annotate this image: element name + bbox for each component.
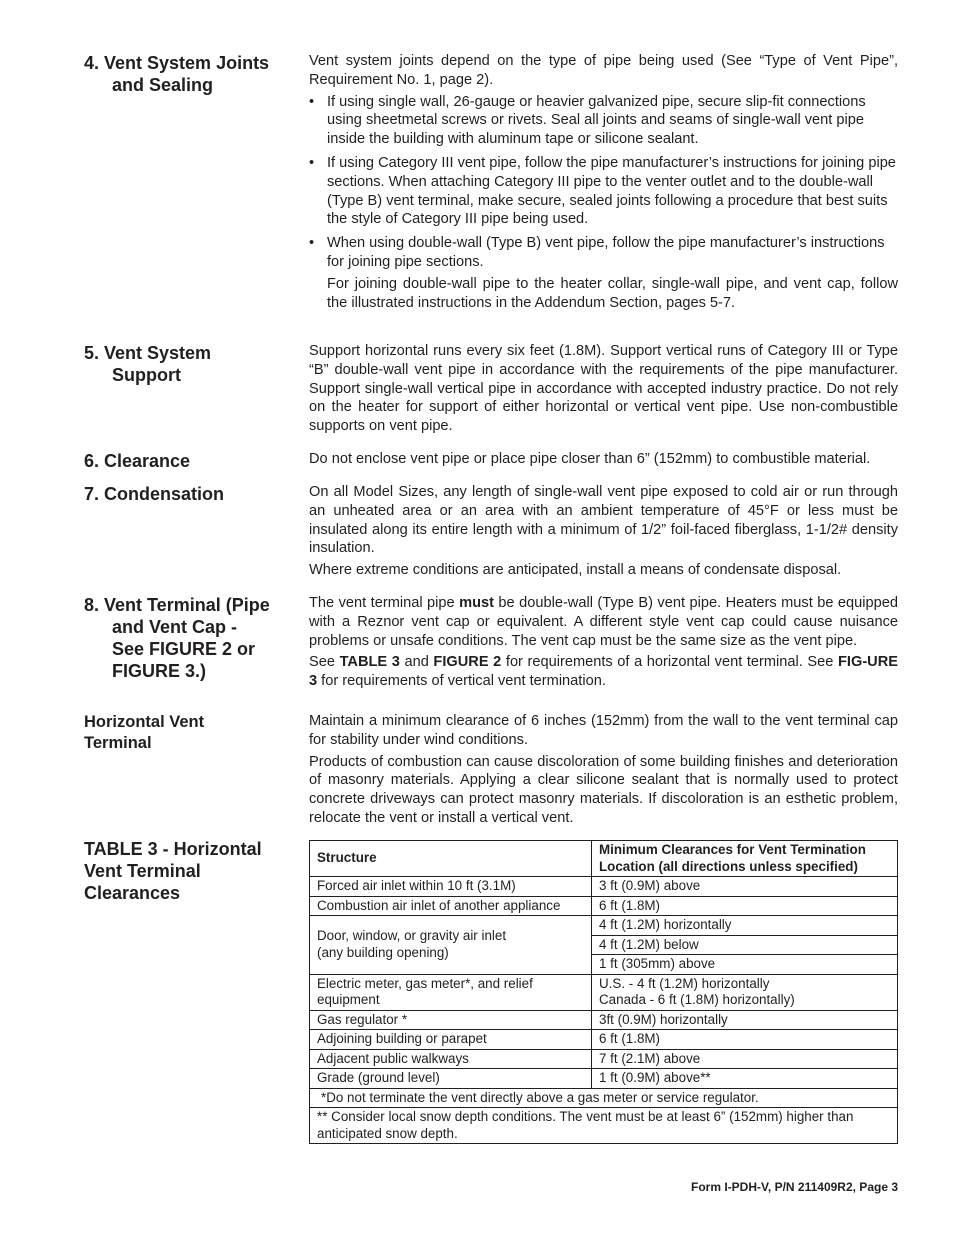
section-7-text-1: On all Model Sizes, any length of single-wall vent pipe exposed to cold air or run through an unheated area or an area with an ambient temperature of 45°F or less must be insulated along its entire length with a minimum of 1/2” foil-faced fiberglass, 1-1/2# density insulation.: [309, 484, 898, 557]
section-4-title-line2: and Sealing: [112, 75, 214, 95]
hvt-title-line1: Horizontal Vent: [84, 713, 205, 731]
text: U.S. - 4 ft (1.2M) horizontally: [599, 975, 770, 991]
text: and: [399, 654, 434, 671]
clearance-cell: 3 ft (0.9M) above: [592, 877, 898, 897]
table-3-title-line2: Vent Terminal: [84, 861, 201, 881]
section-8-body: [309, 594, 898, 694]
section-4-bullet-3: [309, 234, 898, 272]
structure-cell: Adjacent public walkways: [310, 1049, 592, 1069]
table-3-ref: TABLE 3: [339, 654, 400, 671]
section-4-title-line1: 4. Vent System Joints: [84, 53, 270, 73]
text: (any building opening): [317, 944, 449, 960]
section-5-body: [309, 342, 898, 439]
clearance-cell: 1 ft (305mm) above: [592, 955, 898, 975]
table-note-row: [310, 1088, 898, 1108]
clearance-cell: 6 ft (1.8M): [592, 896, 898, 916]
section-5-title-line1: 5. Vent System: [84, 343, 212, 363]
section-8-title-line1: 8. Vent Terminal (Pipe: [84, 595, 270, 615]
table-row: [310, 896, 898, 916]
table-row: [310, 974, 898, 1010]
text: See: [309, 654, 340, 671]
structure-cell: [310, 916, 592, 975]
section-5-title: [84, 342, 289, 386]
header-structure: Structure: [310, 841, 592, 877]
table-note-2: ** Consider local snow depth conditions. The vent must be at least 6” (152mm) higher than anticipated snow depth.: [310, 1108, 898, 1144]
text: Door, window, or gravity air inlet: [317, 928, 507, 944]
section-5-text: Support horizontal runs every six feet (1.8M). Support vertical runs of Category III or Type “B” double-wall vent pipe in accordance with the requirements of the pipe manufacturer. Support single-wall vertical pipe in accordance with accepted industry practice. Do not rely on the heater for support of either horizontal or vertical vent pipe. Use non-combustible supports on vent pipe.: [309, 343, 898, 435]
bullet-text: When using double-wall (Type B) vent pipe, follow the pipe manufacturer’s instructions for joining pipe sections.: [327, 235, 885, 270]
text: The vent terminal pipe: [309, 595, 460, 611]
emphasis: must: [459, 595, 494, 611]
structure-cell: Gas regulator *: [310, 1010, 592, 1030]
clearance-cell: 3ft (0.9M) horizontally: [592, 1010, 898, 1030]
table-note-row: [310, 1108, 898, 1144]
horizontal-vent-terminal-body: [309, 712, 898, 831]
section-5-title-line2: Support: [112, 365, 181, 385]
structure-cell: Electric meter, gas meter*, and relief equipment: [310, 974, 592, 1010]
section-6-title: 6. Clearance: [84, 451, 191, 471]
section-4-bullet-2: [309, 154, 898, 229]
clearance-cell: [592, 974, 898, 1010]
table-3-title: [84, 838, 289, 904]
section-8-title-line2: and Vent Cap -: [112, 617, 238, 637]
bullet-icon: •: [309, 93, 315, 110]
bullet-icon: •: [309, 235, 315, 252]
section-6-body: [309, 450, 898, 472]
structure-cell: Grade (ground level): [310, 1069, 592, 1089]
table-row: [310, 1049, 898, 1069]
table-3: [309, 840, 898, 1144]
section-8-p2: [309, 653, 898, 691]
figure-2-ref: FIGURE 2: [433, 654, 502, 671]
section-8-p1: [309, 594, 898, 650]
clearance-cell: 4 ft (1.2M) horizontally: [592, 916, 898, 936]
text: Canada - 6 ft (1.8M) horizontally): [599, 992, 795, 1007]
text: for requirements of a horizontal vent terminal. See: [501, 654, 838, 671]
section-4-title: [84, 52, 289, 96]
horizontal-vent-terminal-title: [84, 712, 289, 754]
table-row: [310, 877, 898, 897]
text: for requirements of vertical vent termination.: [317, 673, 606, 690]
table-row: [310, 916, 898, 936]
structure-cell: Adjoining building or parapet: [310, 1030, 592, 1050]
clearance-cell: 6 ft (1.8M): [592, 1030, 898, 1050]
section-4-intro: Vent system joints depend on the type of pipe being used (See “Type of Vent Pipe”, Requirement No. 1, page 2).: [309, 53, 898, 88]
table-row: [310, 1010, 898, 1030]
bullet-icon: •: [309, 154, 315, 171]
table-3-title-line3: Clearances: [84, 883, 181, 903]
section-4-bullet-1: [309, 93, 898, 149]
table-note-1: *Do not terminate the vent directly above a gas meter or service regulator.: [310, 1088, 898, 1108]
section-6-text: Do not enclose vent pipe or place pipe closer than 6” (152mm) to combustible material.: [309, 451, 871, 467]
structure-cell: Combustion air inlet of another appliance: [310, 896, 592, 916]
hvt-p2: Products of combustion can cause discoloration of some building finishes and deterioration of masonry materials. Applying a clear silicone sealant that is normally used to protect concrete driveways can protect masonry materials. If discoloration is an esthetic problem, relocate the vent or install a vertical vent.: [309, 753, 898, 826]
bullet-text: If using Category III vent pipe, follow the pipe manufacturer’s instructions for joining pipe sections. When attaching Category III pipe to the venter outlet and to the double-wall (Type B) vent terminal, make secure, sealed joints following a procedure that best suits the style of Category III pipe being used.: [327, 154, 896, 228]
text: be double-wall (Type B) vent pipe. Heaters must be equipped with a Reznor vent cap or equivalent. A different style vent cap could cause nuisance problems or unsafe conditions. The vent cap must be the same size as the vent pipe.: [309, 595, 898, 649]
header-clearances: Minimum Clearances for Vent Termination Location (all directions unless specified): [592, 841, 898, 877]
section-7-body: [309, 483, 898, 583]
page-footer: Form I-PDH-V, P/N 211409R2, Page 3: [691, 1180, 898, 1194]
section-4-bullet-3-extra: For joining double-wall pipe to the heater collar, single-wall pipe, and vent cap, follow the illustrated instructions in the Addendum Section, pages 5-7.: [327, 275, 898, 311]
section-8-title-line4: FIGURE 3.): [112, 661, 207, 681]
hvt-title-line2: Terminal: [84, 734, 152, 752]
section-7-text-2: Where extreme conditions are anticipated, install a means of condensate disposal.: [309, 562, 842, 579]
table-3-title-line1: TABLE 3 - Horizontal: [84, 839, 262, 859]
section-8-title: [84, 594, 289, 682]
structure-cell: Forced air inlet within 10 ft (3.1M): [310, 877, 592, 897]
clearance-cell: 1 ft (0.9M) above**: [592, 1069, 898, 1089]
section-7-title: 7. Condensation: [84, 484, 225, 504]
clearance-cell: 7 ft (2.1M) above: [592, 1049, 898, 1069]
figure-3-ref: FIG-URE 3: [309, 654, 898, 690]
table-row: [310, 1069, 898, 1089]
section-4-body: [309, 52, 898, 315]
hvt-p1: Maintain a minimum clearance of 6 inches (152mm) from the wall to the vent terminal cap for stability under wind conditions.: [309, 713, 898, 748]
bullet-text: If using single wall, 26-gauge or heavier galvanized pipe, secure slip-fit connections using sheetmetal screws or rivets. Seal all joints and seams of single-wall vent pipe inside the building with aluminum tape or silicone sealant.: [327, 93, 866, 148]
section-8-title-line3: See FIGURE 2 or: [112, 639, 256, 659]
clearance-cell: 4 ft (1.2M) below: [592, 935, 898, 955]
table-row: [310, 1030, 898, 1050]
table-header-row: [310, 841, 898, 877]
